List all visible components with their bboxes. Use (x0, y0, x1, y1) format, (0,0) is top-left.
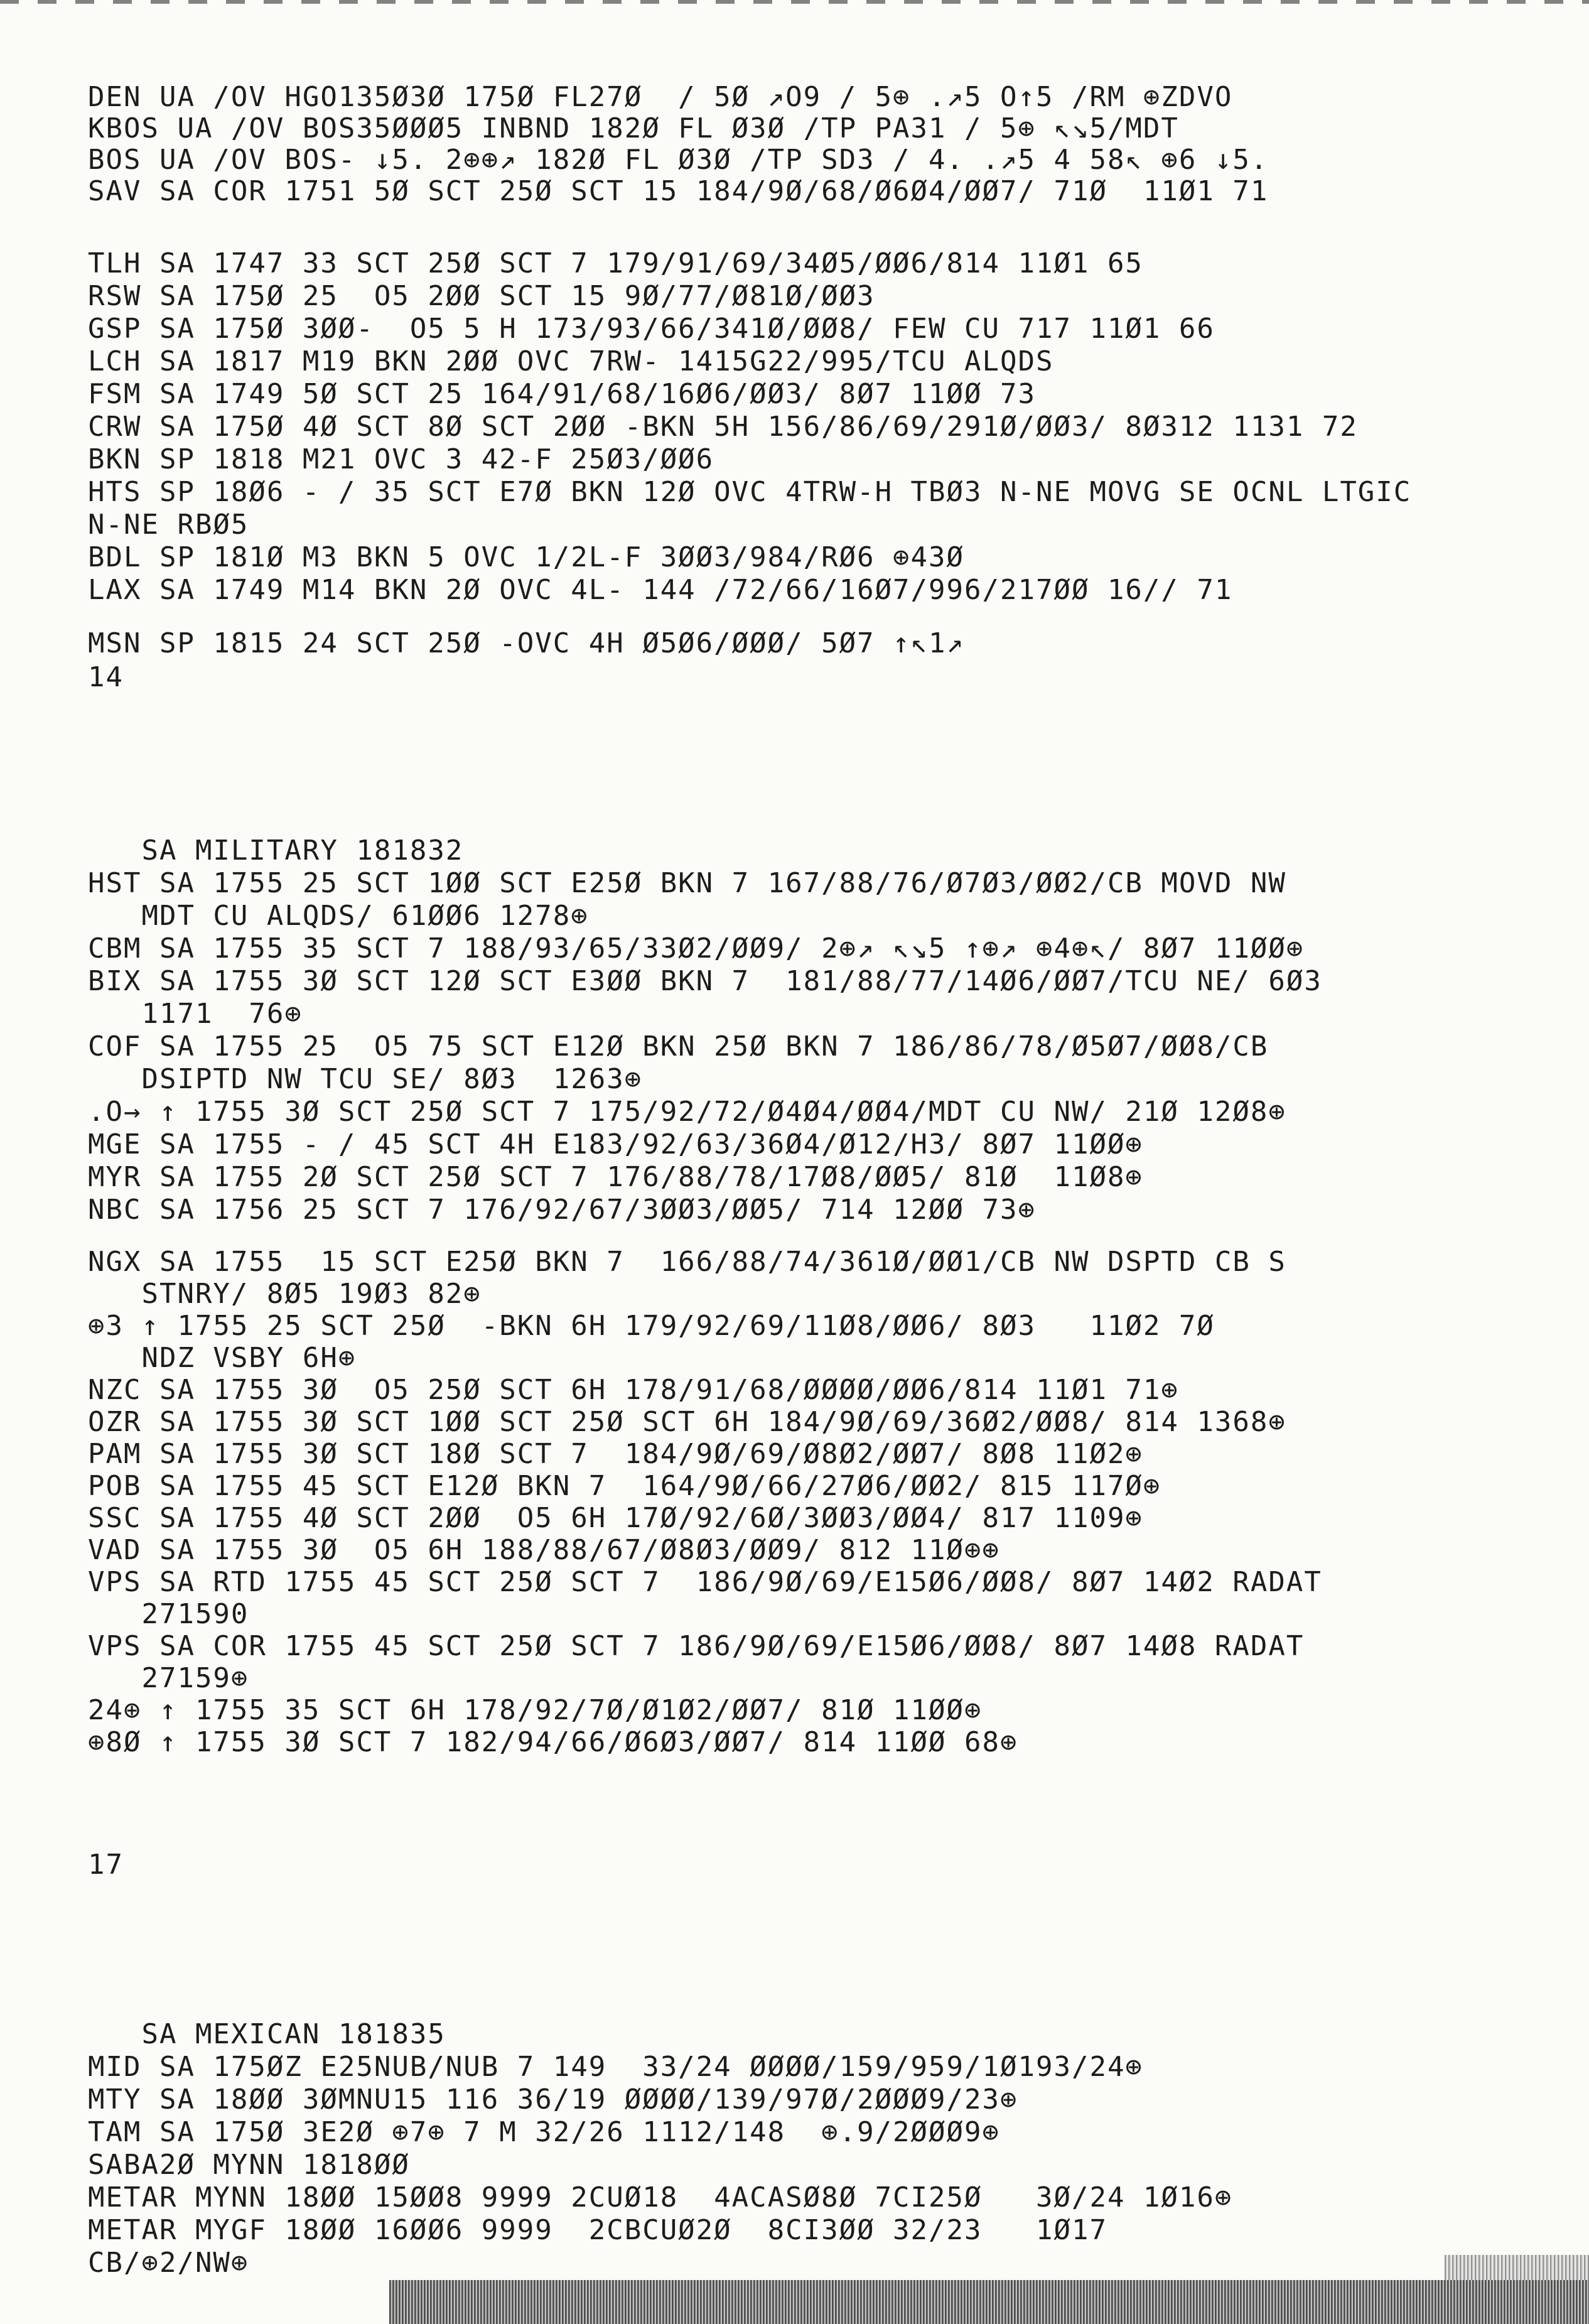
report-line: CBM SA 1755 35 SCT 7 188/93/65/33Ø2/ØØ9/ 2⊕↗ ↖↘5 ↑⊕↗ ⊕4⊕↖/ 8Ø7 11ØØ⊕ (88, 932, 1305, 965)
report-line: 1171 76⊕ (88, 998, 303, 1030)
report-line: STNRY/ 8Ø5 19Ø3 82⊕ (88, 1278, 482, 1310)
report-line: N-NE RBØ5 (88, 509, 249, 541)
report-line: VPS SA COR 1755 45 SCT 25Ø SCT 7 186/9Ø/69/E15Ø6/ØØ8/ 8Ø7 14Ø8 RADAT (88, 1630, 1305, 1662)
scan-artifact-bottom (389, 2280, 1589, 2324)
report-line: OZR SA 1755 3Ø SCT 1ØØ SCT 25Ø SCT 6H 184/9Ø/69/36Ø2/ØØ8/ 814 1368⊕ (88, 1406, 1286, 1438)
report-line: VPS SA RTD 1755 45 SCT 25Ø SCT 7 186/9Ø/69/E15Ø6/ØØ8/ 8Ø7 14Ø2 RADAT (88, 1566, 1322, 1598)
report-line: MDT CU ALQDS/ 61ØØ6 1278⊕ (88, 900, 589, 932)
report-line: 24⊕ ↑ 1755 35 SCT 6H 178/92/7Ø/Ø1Ø2/ØØ7/ 81Ø 11ØØ⊕ (88, 1694, 983, 1726)
report-line: POB SA 1755 45 SCT E12Ø BKN 7 164/9Ø/66/27Ø6/ØØ2/ 815 117Ø⊕ (88, 1470, 1161, 1502)
report-line: NGX SA 1755 15 SCT E25Ø BKN 7 166/88/74/361Ø/ØØ1/CB NW DSPTD CB S (88, 1246, 1286, 1278)
scan-artifact-right (1445, 2255, 1589, 2280)
report-line: BDL SP 181Ø M3 BKN 5 OVC 1/2L-F 3ØØ3/984/RØ6 ⊕43Ø (88, 541, 965, 573)
report-line: LCH SA 1817 M19 BKN 2ØØ OVC 7RW- 1415G22/995/TCU ALQDS (88, 345, 1054, 377)
report-line: METAR MYNN 18ØØ 15ØØ8 9999 2CUØ18 4ACASØ8Ø 7CI25Ø 3Ø/24 1Ø16⊕ (88, 2181, 1233, 2213)
report-line: BOS UA /OV BOS- ↓5. 2⊕⊕↗ 182Ø FL Ø3Ø /TP SD3 / 4. .↗5 4 58↖ ⊕6 ↓5. (88, 144, 1269, 176)
report-line: SAV SA COR 1751 5Ø SCT 25Ø SCT 15 184/9Ø/68/Ø6Ø4/ØØ7/ 71Ø 11Ø1 71 (88, 175, 1269, 207)
report-line: BKN SP 1818 M21 OVC 3 42-F 25Ø3/ØØ6 (88, 443, 714, 475)
report-line: MTY SA 18ØØ 3ØMNU15 116 36/19 ØØØØ/139/97Ø/2ØØØ9/23⊕ (88, 2083, 1018, 2116)
report-line: SABA2Ø MYNN 1818ØØ (88, 2149, 410, 2181)
report-line: HST SA 1755 25 SCT 1ØØ SCT E25Ø BKN 7 167/88/76/Ø7Ø3/ØØ2/CB MOVD NW (88, 867, 1286, 899)
report-line: MID SA 175ØZ E25NUB/NUB 7 149 33/24 ØØØØ/159/959/1Ø193/24⊕ (88, 2051, 1143, 2083)
report-line: NDZ VSBY 6H⊕ (88, 1342, 357, 1374)
report-line: HTS SP 18Ø6 - / 35 SCT E7Ø BKN 12Ø OVC 4TRW-H TBØ3 N-NE MOVG SE OCNL LTGIC (88, 476, 1412, 508)
report-line: 17 (88, 1849, 124, 1881)
report-line: MSN SP 1815 24 SCT 25Ø -OVC 4H Ø5Ø6/ØØØ/ 5Ø7 ↑↖1↗ (88, 627, 965, 659)
report-line: NZC SA 1755 3Ø O5 25Ø SCT 6H 178/91/68/ØØØØ/ØØ6/814 11Ø1 71⊕ (88, 1374, 1179, 1406)
report-line: ⊕8Ø ↑ 1755 3Ø SCT 7 182/94/66/Ø6Ø3/ØØ7/ 814 11ØØ 68⊕ (88, 1726, 1018, 1758)
report-line: RSW SA 175Ø 25 O5 2ØØ SCT 15 9Ø/77/Ø81Ø/ØØ3 (88, 280, 875, 312)
report-line: DEN UA /OV HGO135Ø3Ø 175Ø FL27Ø / 5Ø ↗O9 / 5⊕ .↗5 O↑5 /RM ⊕ZDVO (88, 81, 1233, 113)
report-line: CRW SA 175Ø 4Ø SCT 8Ø SCT 2ØØ -BKN 5H 156/86/69/291Ø/ØØ3/ 8Ø312 1131 72 (88, 411, 1358, 443)
report-line: GSP SA 175Ø 3ØØ- O5 5 H 173/93/66/341Ø/ØØ8/ FEW CU 717 11Ø1 66 (88, 313, 1215, 345)
report-line: DSIPTD NW TCU SE/ 8Ø3 1263⊕ (88, 1063, 643, 1095)
report-line: PAM SA 1755 3Ø SCT 18Ø SCT 7 184/9Ø/69/Ø8Ø2/ØØ7/ 8Ø8 11Ø2⊕ (88, 1438, 1143, 1470)
report-line: VAD SA 1755 3Ø O5 6H 188/88/67/Ø8Ø3/ØØ9/ 812 11Ø⊕⊕ (88, 1534, 1001, 1566)
report-line: 271590 (88, 1598, 249, 1630)
report-line: SSC SA 1755 4Ø SCT 2ØØ O5 6H 17Ø/92/6Ø/3ØØ3/ØØ4/ 817 1109⊕ (88, 1502, 1143, 1534)
report-line: MYR SA 1755 2Ø SCT 25Ø SCT 7 176/88/78/17Ø8/ØØ5/ 81Ø 11Ø8⊕ (88, 1161, 1143, 1193)
report-line: 14 (88, 661, 124, 693)
report-line: TLH SA 1747 33 SCT 25Ø SCT 7 179/91/69/34Ø5/ØØ6/814 11Ø1 65 (88, 247, 1143, 279)
report-line: SA MEXICAN 181835 (88, 2018, 446, 2050)
report-line: ⊕3 ↑ 1755 25 SCT 25Ø -BKN 6H 179/92/69/11Ø8/ØØ6/ 8Ø3 11Ø2 7Ø (88, 1310, 1215, 1342)
report-line: KBOS UA /OV BOS35ØØØ5 INBND 182Ø FL Ø3Ø /TP PA31 / 5⊕ ↖↘5/MDT (88, 112, 1179, 144)
report-line: MGE SA 1755 - / 45 SCT 4H E183/92/63/36Ø4/Ø12/H3/ 8Ø7 11ØØ⊕ (88, 1128, 1143, 1160)
report-line: FSM SA 1749 5Ø SCT 25 164/91/68/16Ø6/ØØ3/ 8Ø7 11ØØ 73 (88, 378, 1036, 410)
report-line: .O→ ↑ 1755 3Ø SCT 25Ø SCT 7 175/92/72/Ø4Ø4/ØØ4/MDT CU NW/ 21Ø 12Ø8⊕ (88, 1096, 1286, 1128)
report-line: COF SA 1755 25 O5 75 SCT E12Ø BKN 25Ø BKN 7 186/86/78/Ø5Ø7/ØØ8/CB (88, 1030, 1269, 1062)
report-line: LAX SA 1749 M14 BKN 2Ø OVC 4L- 144 /72/66/16Ø7/996/217ØØ 16// 71 (88, 574, 1233, 606)
report-line: TAM SA 175Ø 3E2Ø ⊕7⊕ 7 M 32/26 1112/148 ⊕.9/2ØØØ9⊕ (88, 2116, 1001, 2148)
report-line: 27159⊕ (88, 1662, 249, 1694)
scan-top-edge (0, 0, 1589, 4)
report-line: BIX SA 1755 3Ø SCT 12Ø SCT E3ØØ BKN 7 181/88/77/14Ø6/ØØ7/TCU NE/ 6Ø3 (88, 965, 1322, 997)
report-line: NBC SA 1756 25 SCT 7 176/92/67/3ØØ3/ØØ5/ 714 12ØØ 73⊕ (88, 1194, 1036, 1226)
report-line: CB/⊕2/NW⊕ (88, 2247, 249, 2279)
report-line: SA MILITARY 181832 (88, 835, 464, 867)
report-line: METAR MYGF 18ØØ 16ØØ6 9999 2CBCUØ2Ø 8CI3ØØ 32/23 1Ø17 (88, 2214, 1107, 2246)
